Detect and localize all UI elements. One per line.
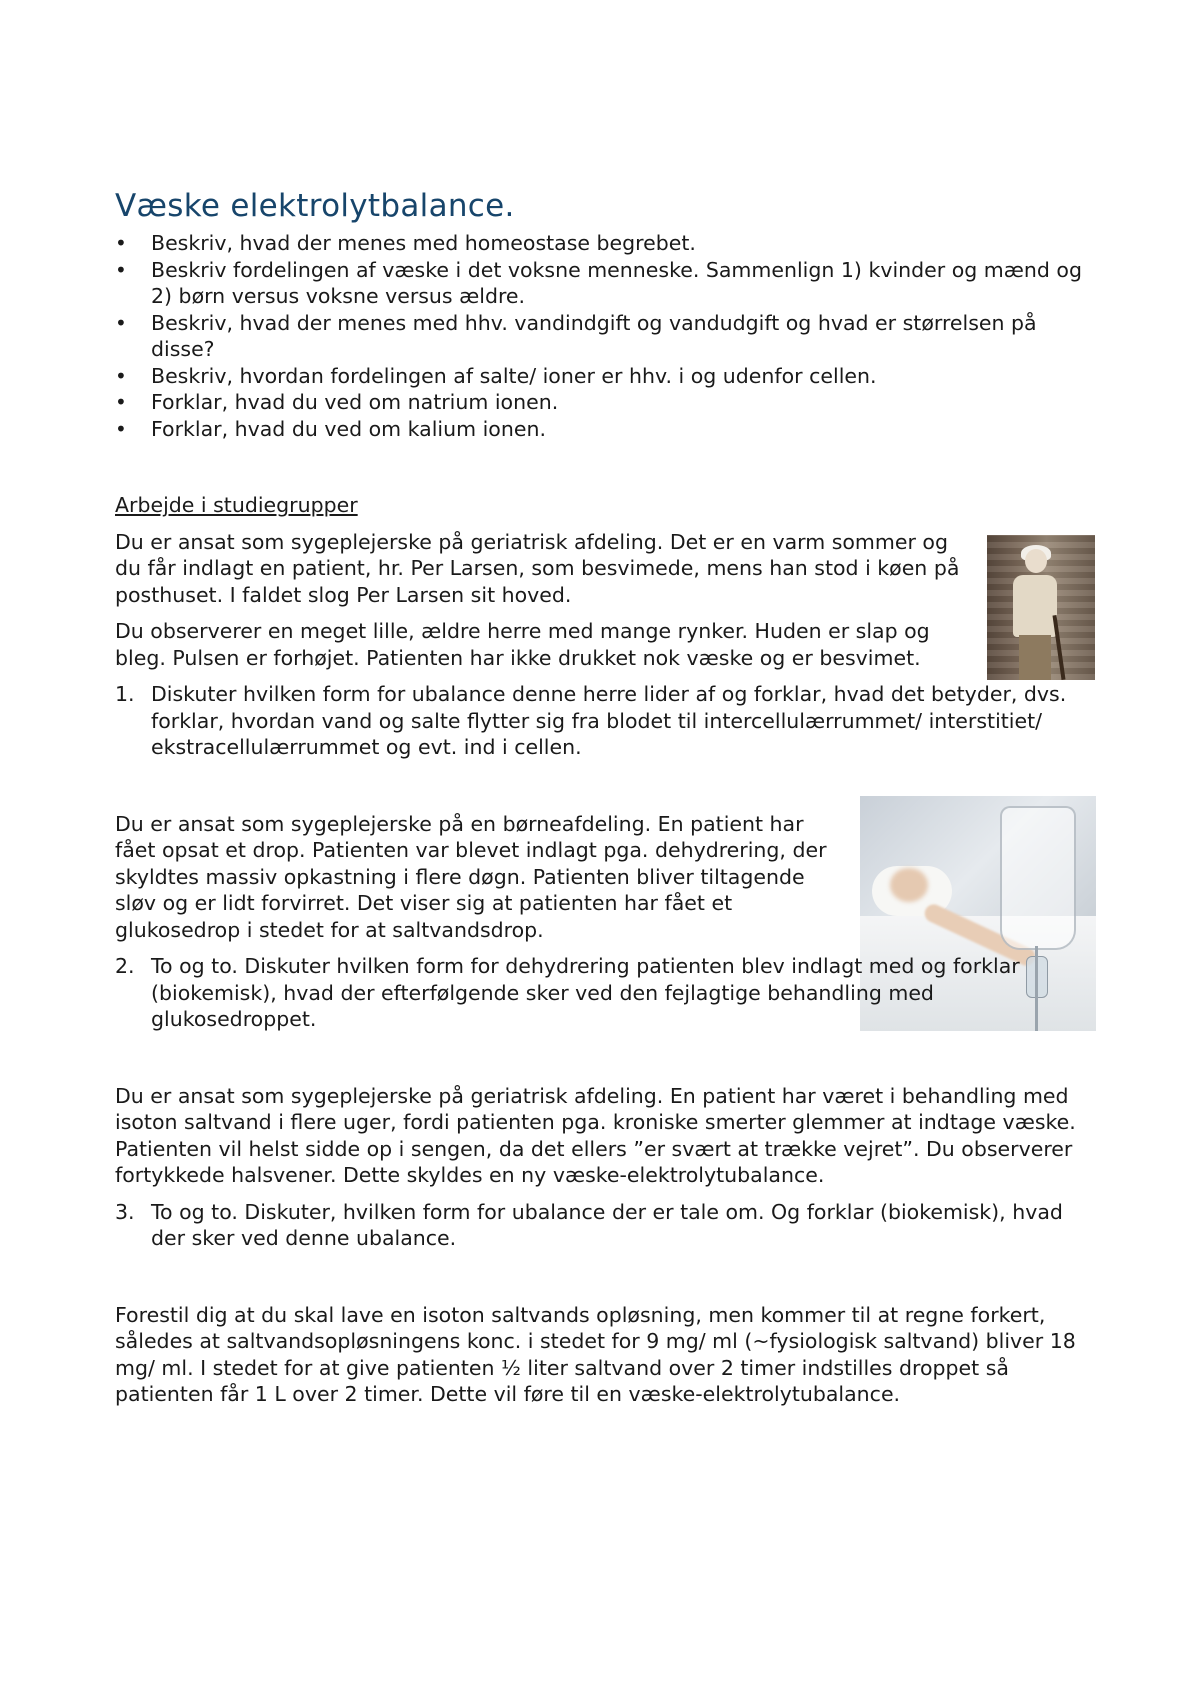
list-item: [115, 681, 1100, 761]
list-item: [115, 1199, 1100, 1252]
question-text: To og to. Diskuter, hvilken form for ubalance der er tale om. Og forklar (biokemisk), hvad der sker ved denne ubalance.: [151, 1199, 1063, 1250]
case2-paragraph: Du er ansat som sygeplejerske på en børneafdeling. En patient har fået opsat et drop. Patienten var blevet indlagt pga. dehydrering, der skyldtes massiv opkastning i flere døgn. Patienten bliver tiltagende sløv og er lidt forvirret. Det viser sig at patienten har fået et glukosedrop i stedet for at saltvandsdrop.: [115, 811, 827, 942]
question-text: To og to. Diskuter hvilken form for dehydrering patienten blev indlagt med og forklar (biokemisk), hvad der efterfølgende sker ved den fejlagtige behandling med glukosedroppet.: [151, 954, 1020, 1031]
list-item: • Forklar, hvad du ved om kalium ionen.: [115, 416, 1100, 443]
question-number: 2.: [115, 954, 135, 978]
list-item: • Beskriv, hvad der menes med hhv. vandindgift og vandudgift og hvad er størrelsen på disse?: [115, 310, 1100, 363]
case1-question: [115, 681, 1100, 761]
list-item: • Beskriv, hvad der menes med homeostase begrebet.: [115, 230, 1100, 257]
case3-paragraph: Du er ansat som sygeplejerske på geriatrisk afdeling. En patient har været i behandling med isoton saltvand i flere uger, fordi patienten pga. kroniske smerter glemmer at indtage væske. Patienten vil helst sidde op i sengen, da det ellers ”er svært at trække vejret”. Du observerer fortykkede halsvener. Dette skyldes en ny væske-elektrolytubalance.: [115, 1083, 1076, 1187]
list-item: • Forklar, hvad du ved om natrium ionen.: [115, 389, 1100, 416]
document-content: [115, 188, 1100, 1408]
case3-question: [115, 1199, 1100, 1252]
list-item: • Beskriv fordelingen af væske i det voksne menneske. Sammenlign 1) kvinder og mænd og 2) børn versus voksne versus ældre.: [115, 257, 1100, 310]
case1-paragraph-1: Du er ansat som sygeplejerske på geriatrisk afdeling. Det er en varm sommer og du får indlagt en patient, hr. Per Larsen, som besvimede, mens han stod i køen på posthuset. I faldet slog Per Larsen sit hoved.: [115, 529, 960, 607]
case1-paragraph-2: Du observerer en meget lille, ældre herre med mange rynker. Huden er slap og bleg. Pulsen er forhøjet. Patienten har ikke drukket nok væske og er besvimet.: [115, 619, 930, 670]
list-item: • Beskriv, hvordan fordelingen af salte/ ioner er hhv. i og udenfor cellen.: [115, 363, 1100, 390]
question-number: 1.: [115, 682, 135, 706]
list-item: [115, 953, 1100, 1033]
question-list: [115, 230, 1100, 442]
question-number: 3.: [115, 1199, 135, 1224]
case2-question: [115, 953, 1100, 1033]
page-title: Væske elektrolytbalance.: [115, 188, 515, 224]
case4-paragraph: Forestil dig at du skal lave en isoton saltvands opløsning, men kommer til at regne forkert, således at saltvandsopløsningens konc. i stedet for 9 mg/ ml (~fysiologisk saltvand) bliver 18 mg/ ml. I stedet for at give patienten ½ liter saltvand over 2 timer indstilles droppet så patienten får 1 L over 2 timer. Dette vil føre til en væske-elektrolytubalance.: [115, 1302, 1076, 1406]
question-text: Diskuter hvilken form for ubalance denne herre lider af og forklar, hvad det betyder, dvs. forklar, hvordan vand og salte flytter sig fra blodet til intercellulærrummet/ interstitiet/ ekstracellulærrummet og evt. ind i cellen.: [151, 682, 1067, 759]
studygroup-heading: Arbejde i studiegrupper: [115, 493, 358, 517]
